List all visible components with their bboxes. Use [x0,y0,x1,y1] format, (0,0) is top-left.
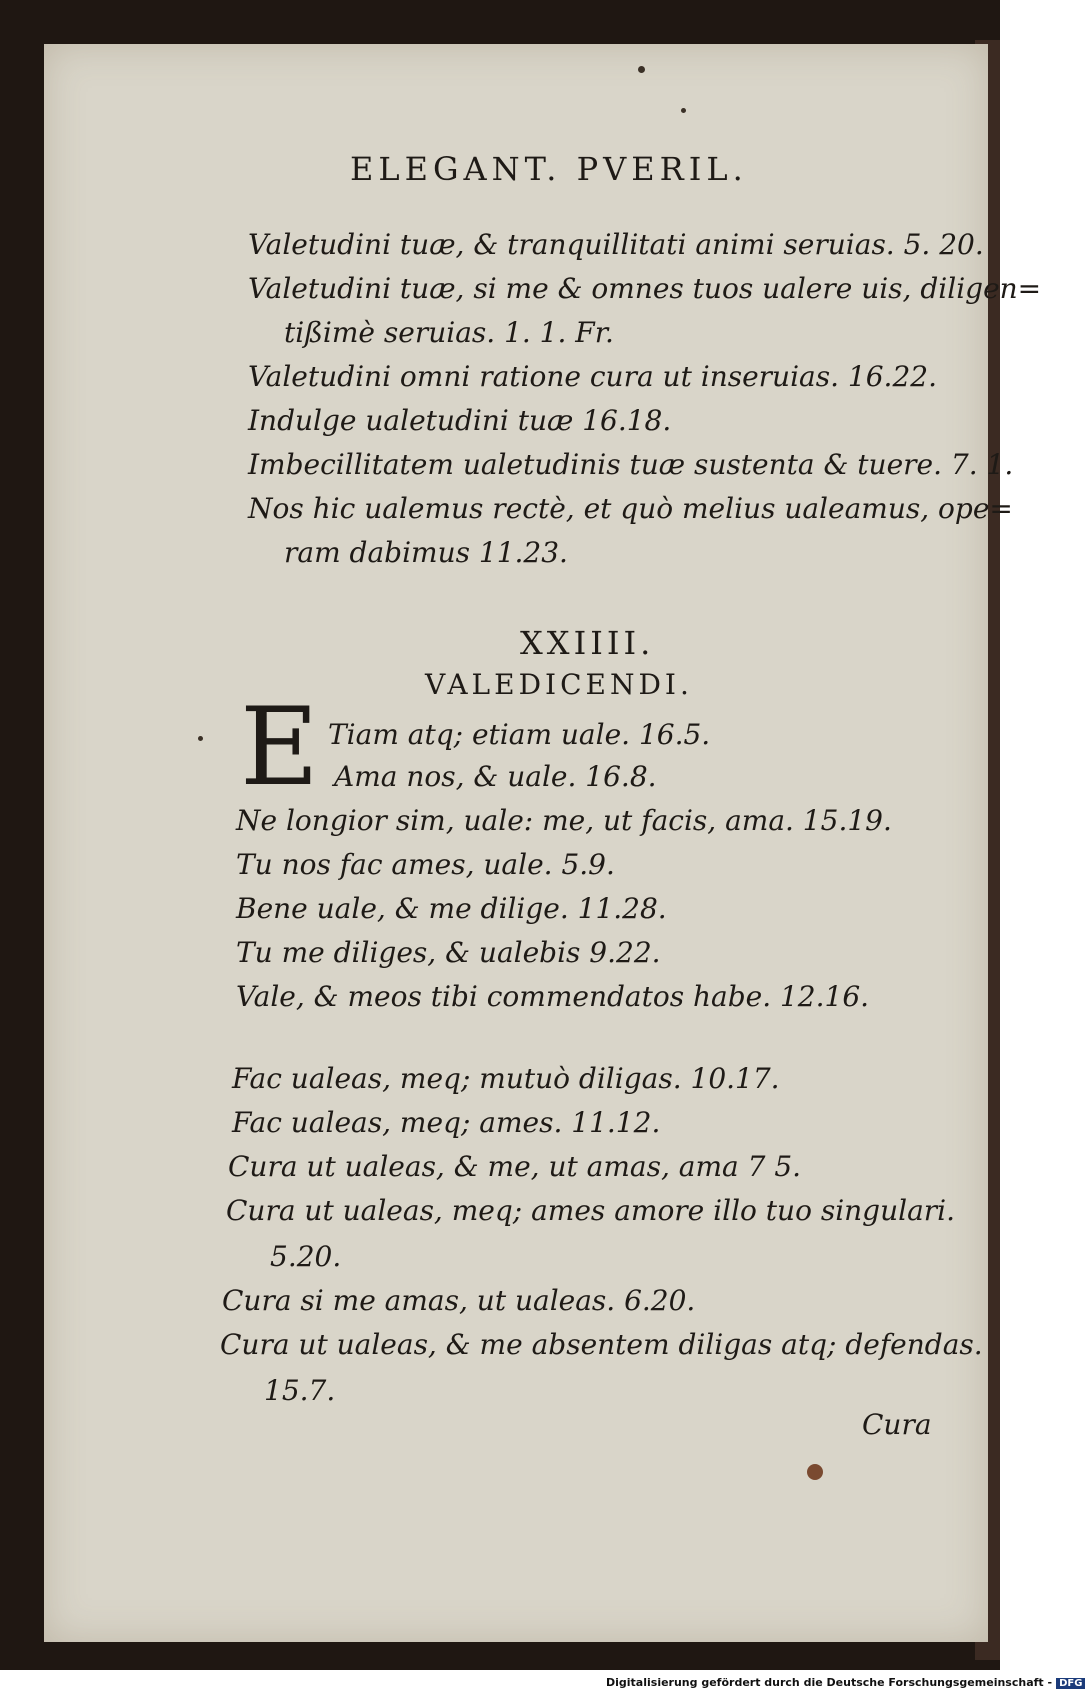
text-line: Tu nos fac ames, uale. 5.9. [236,848,615,881]
catchword: Cura [862,1408,932,1441]
text-line: Bene uale, & me dilige. 11.28. [236,892,667,925]
text-line: 5.20. [270,1240,342,1273]
text-line: Vale, & meos tibi commendatos habe. 12.16. [236,980,870,1013]
text-line: Valetudini omni ratione cura ut inseruias. 16.22. [248,360,937,393]
footer-credit [606,1676,1085,1689]
text-line: Cura ut ualeas, & me absentem diligas atq; defendas. [220,1328,983,1361]
text-line: Imbecillitatem ualetudinis tuæ sustenta & tuere. 7. 1. [248,448,1014,481]
text-line: Fac ualeas, meq; ames. 11.12. [232,1106,661,1139]
text-line: Indulge ualetudini tuæ 16.18. [248,404,672,437]
text-line: Cura si me amas, ut ualeas. 6.20. [222,1284,696,1317]
text-line: tißimè seruias. 1. 1. Fr. [284,316,614,349]
section-number: XXIIII. [520,624,655,662]
running-header: ELEGANT. PVERIL. [350,150,748,188]
text-line: Cura ut ualeas, meq; ames amore illo tuo singulari. [226,1194,956,1227]
text-line: Nos hic ualemus rectè, et quò melius ualeamus, ope= [248,492,1013,525]
text-line: Cura ut ualeas, & me, ut amas, ama 7 5. [228,1150,802,1183]
footer-text: Digitalisierung gefördert durch die Deutsche Forschungsgemeinschaft - [606,1676,1053,1689]
text-line: 15.7. [264,1374,336,1407]
text-line: Valetudini tuæ, si me & omnes tuos ualere uis, diligen= [248,272,1042,305]
text-line: Valetudini tuæ, & tranquillitati animi seruias. 5. 20. [248,228,984,261]
text-line: Fac ualeas, meq; mutuò diligas. 10.17. [232,1062,780,1095]
drop-capital: E [240,685,319,810]
dfg-logo: DFG [1056,1678,1085,1689]
text-line: ram dabimus 11.23. [284,536,568,569]
text-line: Tu me diliges, & ualebis 9.22. [236,936,661,969]
section-title: VALEDICENDI. [425,668,693,701]
text-line: Tiam atq; etiam uale. 16.5. [328,718,711,751]
text-line: Ama nos, & uale. 16.8. [334,760,657,793]
text-line: Ne longior sim, uale: me, ut facis, ama. 15.19. [236,804,892,837]
